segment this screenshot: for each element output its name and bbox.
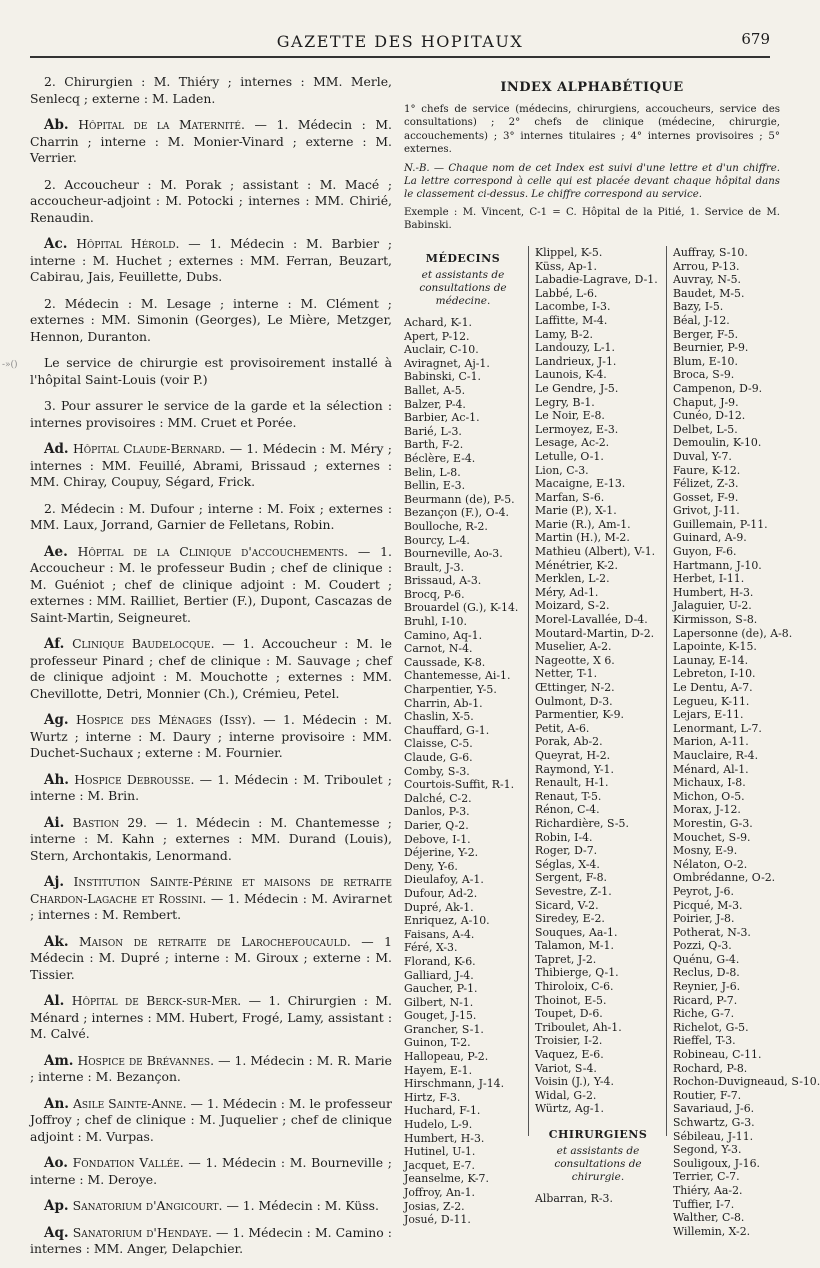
section-paragraph: 2. Accoucheur : M. Porak ; assistant : M. Macé ; accoucheur-adjoint : M. Potocki ; internes : MM. Chirié, Renaudin.: [30, 176, 392, 225]
index-entry: Parmentier, K-9.: [535, 708, 624, 722]
index-entry: Mosny, E-9.: [673, 844, 738, 858]
index-entry: Humbert, H-3.: [673, 585, 754, 599]
index-entry: Faure, K-12.: [673, 463, 741, 477]
index-entry: Faisans, A-4.: [404, 927, 475, 941]
index-entry: Talamon, M-1.: [535, 939, 614, 953]
section-code: An.: [44, 1095, 69, 1112]
section-code: Ak.: [44, 933, 69, 950]
index-entry: Hartmann, J-10.: [673, 558, 762, 572]
index-entry: Chantemesse, Ai-1.: [404, 669, 511, 683]
index-example: Exemple : M. Vincent, C-1 = C. Hôpital de la Pitié, 1. Service de M. Babinski.: [404, 206, 780, 231]
section-paragraph: 2. Médecin : M. Dufour ; interne : M. Foix ; externes : MM. Laux, Jorrand, Garnier de Felletans, Robin.: [30, 500, 392, 532]
index-entry: Galliard, J-4.: [404, 968, 474, 982]
index-entry: Gosset, F-9.: [673, 490, 739, 504]
section-13: [30, 1155, 392, 1188]
intro-paragraph: 2. Chirurgien : M. Thiéry ; internes : MM. Merle, Senlecq ; externe : M. Laden.: [30, 74, 392, 106]
index-entry: Lermoyez, E-3.: [535, 422, 619, 436]
index-entry: Savariaud, J-6.: [673, 1102, 755, 1116]
chirurgiens-subheading: et assistants de consultations de chirurgie.: [554, 1145, 642, 1183]
index-entry: Reclus, D-8.: [673, 966, 740, 980]
index-entry: Robineau, C-11.: [673, 1048, 762, 1062]
index-entry: Ricard, P-7.: [673, 993, 738, 1007]
index-entry: Jeanselme, K-7.: [404, 1172, 489, 1186]
index-entry: Hallopeau, P-2.: [404, 1050, 489, 1064]
section-text: — 1. Médecin : M. Küss.: [226, 1198, 379, 1213]
page-number: 679: [741, 30, 770, 48]
index-entry: Thoinot, E-5.: [535, 993, 607, 1007]
index-entry: Ombrédanne, O-2.: [673, 871, 776, 885]
index-entry: Dupré, Ak-1.: [404, 900, 474, 914]
index-entry: Charrin, Ab-1.: [404, 696, 483, 710]
index-entry: Barié, L-3.: [404, 424, 462, 438]
index-entry: Picqué, M-3.: [673, 898, 743, 912]
index-entry: Guinon, T-2.: [404, 1036, 471, 1050]
index-entry: Baudet, M-5.: [673, 286, 745, 300]
index-note: [404, 162, 780, 201]
index-entry: Klippel, K-5.: [535, 246, 603, 259]
index-entry: Toupet, D-6.: [535, 1007, 603, 1021]
index-entry: Segond, Y-3.: [673, 1143, 742, 1157]
index-entry: Hirschmann, J-14.: [404, 1077, 505, 1091]
index-entry: Bourcy, L-4.: [404, 533, 470, 547]
section-code: Ad.: [44, 441, 69, 457]
index-entry: Mathieu (Albert), V-1.: [535, 545, 656, 559]
index-entry: Charpentier, Y-5.: [404, 683, 497, 697]
index-entry: Labbé, L-6.: [535, 286, 598, 300]
index-entry: Michaux, I-8.: [673, 776, 746, 790]
index-entry: Le Gendre, J-5.: [535, 381, 619, 395]
index-entry: Launay, E-14.: [673, 653, 749, 667]
section-code: Ag.: [44, 712, 69, 728]
index-entry: Marfan, S-6.: [535, 490, 605, 504]
index-entry: Auvray, N-5.: [673, 273, 741, 287]
section-text: — 1. Chirurgien : M. Ménard ; internes : MM. Hubert, Frogé, Lamy, assistant : M. Calvé.: [30, 993, 392, 1041]
index-entry: Chaslin, X-5.: [404, 710, 474, 724]
index-entry: Josias, Z-2.: [404, 1199, 465, 1213]
index-column-3: [666, 246, 820, 1238]
section-code: Ai.: [44, 814, 65, 831]
index-entry: Deny, Y-6.: [404, 859, 458, 873]
index-entry: Marie (P.), X-1.: [535, 504, 617, 518]
index-entry: Beurmann (de), P-5.: [404, 492, 515, 506]
index-entry: Brissaud, A-3.: [404, 574, 482, 588]
index-entry: Moizard, S-2.: [535, 599, 610, 613]
index-entry: Robin, I-4.: [535, 830, 593, 844]
index-entry: Porak, Ab-2.: [535, 735, 603, 749]
section-text: — 1. Médecin : M. Chantemesse ; interne : M. Kahn ; externes : MM. Durand (Louis), Stern, Archontakis, Lenormand.: [30, 814, 392, 863]
index-entry: Walther, C-8.: [673, 1211, 745, 1225]
section-11: [30, 1053, 392, 1086]
index-entry: Beurnier, P-9.: [673, 341, 749, 355]
section-2: [30, 441, 392, 491]
section-code: Ab.: [44, 117, 69, 133]
index-entry: Macaigne, E-13.: [535, 477, 626, 491]
index-entry: Séglas, X-4.: [535, 857, 600, 871]
index-entry: Richardière, S-5.: [535, 816, 629, 830]
section-title: Asile Sainte-Anne.: [72, 1095, 187, 1111]
index-entry: Queyrat, H-2.: [535, 748, 611, 762]
index-entry: Auclair, C-10.: [404, 343, 479, 357]
index-entry: Jalaguier, U-2.: [673, 599, 752, 613]
section-code: Ae.: [44, 543, 68, 560]
index-entry: Poirier, J-8.: [673, 912, 735, 926]
index-entry: Variot, S-4.: [535, 1061, 597, 1075]
index-entry: Lesage, Ac-2.: [535, 436, 610, 450]
index-entry: Hirtz, F-3.: [404, 1090, 461, 1104]
index-entry: Merklen, L-2.: [535, 572, 610, 586]
section-4: [30, 636, 392, 702]
index-entry: Bellin, E-3.: [404, 479, 466, 493]
hospital-sections: [30, 117, 392, 1258]
index-entry: Berger, F-5.: [673, 327, 739, 341]
index-entry: Dalché, C-2.: [404, 791, 472, 805]
index-entry: Bourneville, Ao-3.: [404, 547, 503, 561]
index-entry: Martin (H.), M-2.: [535, 531, 630, 545]
section-title: Sanatorium d'Angicourt.: [72, 1198, 223, 1213]
index-entry: Herbet, I-11.: [673, 572, 745, 586]
index-entry: Dieulafoy, A-1.: [404, 873, 484, 887]
index-entry: Carnot, N-4.: [404, 642, 473, 656]
index-entry: Le Dentu, A-7.: [673, 681, 753, 694]
index-entry: Hudelo, L-9.: [404, 1118, 473, 1132]
index-entry: Renaut, T-5.: [535, 789, 602, 803]
section-text: — 1. Médecin : M. Barbier ; interne : M. Huchet ; externes : MM. Ferran, Beuzart, Cabirau, Jais, Feuillette, Dubs.: [30, 236, 392, 284]
section-title: Hôpital Claude-Bernard.: [72, 441, 226, 456]
section-9: [30, 934, 392, 984]
index-entry: Petit, A-6.: [535, 721, 590, 735]
index-entry: Quénu, G-4.: [673, 952, 740, 966]
index-entry: Lebreton, I-10.: [673, 667, 756, 681]
index-entry: Grancher, S-1.: [404, 1022, 484, 1036]
margin-mark: -»(): [2, 360, 18, 370]
section-14: [30, 1198, 392, 1215]
index-entry: Rénon, C-4.: [535, 803, 600, 817]
index-entry: Mauclaire, R-4.: [673, 748, 759, 762]
section-title: Institution Sainte-Périne et maisons de retraite Chardon-Lagache et Rossini.: [30, 874, 392, 906]
section-code: Ao.: [44, 1155, 68, 1171]
section-text: — 1. Accoucheur : M. le professeur Pinard ; chef de clinique : M. Sauvage ; chef de clinique adjoint : M. Mouchotte ; externes : MM. Chevillotte, Detri, Monnier (Ch.), Crémieu, Petel.: [30, 636, 392, 701]
index-entry: Souligoux, J-16.: [673, 1156, 760, 1170]
section-text: — 1. Médecin : M. le professeur Joffroy ; chef de clinique : M. Juquelier ; chef de clinique adjoint : M. Vurpas.: [30, 1095, 392, 1144]
index-entry: Muselier, A-2.: [535, 640, 612, 654]
section-code: Ac.: [44, 236, 68, 252]
index-entry: Chauffard, G-1.: [404, 723, 490, 737]
section-text: — 1 Médecin : M. Dupré ; interne : M. Giroux ; externe : M. Tissier.: [30, 933, 392, 982]
section-text: — 1. Médecin : M. Méry ; internes : MM. Feuillé, Abrami, Brissaud ; externes : MM. Chiray, Coupuy, Ségard, Frick.: [30, 441, 392, 489]
index-entry: Ménard, Al-1.: [673, 762, 749, 776]
index-entry: Voisin (J.), Y-4.: [535, 1075, 614, 1089]
index-entry: Blum, E-10.: [673, 354, 738, 368]
index-entry: Nélaton, O-2.: [673, 857, 748, 871]
section-code: Af.: [44, 636, 65, 652]
index-entry: Demoulin, K-10.: [673, 436, 762, 450]
index-entry: Laffitte, M-4.: [535, 313, 608, 327]
col2-entries: [535, 246, 661, 1116]
index-entry: Bruhl, I-10.: [404, 615, 467, 629]
col1-entries: [404, 316, 522, 1227]
index-entry: Œttinger, N-2.: [535, 681, 615, 694]
section-3: [30, 544, 392, 627]
section-title: Hospice des Ménages (Issy).: [76, 712, 256, 727]
index-entry: Dufour, Ad-2.: [404, 886, 478, 900]
index-entry: Renault, H-1.: [535, 776, 609, 790]
index-entry: Campenon, D-9.: [673, 381, 763, 395]
index-entry: Bezançon (F.), O-4.: [404, 506, 509, 520]
section-text: — 1. Médecin : M. R. Marie ; interne : M. Bezançon.: [30, 1052, 392, 1084]
section-code: Ap.: [44, 1198, 69, 1214]
index-entry: Guyon, F-6.: [673, 545, 737, 559]
index-entry: Landrieux, J-1.: [535, 354, 617, 368]
index-entry: Guinard, A-9.: [673, 531, 747, 545]
index-entry: Vaquez, E-6.: [535, 1048, 604, 1062]
medecins-subheading: et assistants de consultations de médecine.: [419, 269, 507, 307]
index-entry: Barbier, Ac-1.: [404, 411, 480, 425]
index-entry: Lejars, E-11.: [673, 708, 744, 722]
index-entry: Auffray, S-10.: [673, 246, 748, 259]
index-entry: Achard, K-1.: [404, 316, 472, 329]
section-title: Sanatorium d'Hendaye.: [72, 1224, 212, 1240]
index-entry: Brouardel (G.), K-14.: [404, 601, 519, 615]
index-entry: Déjerine, Y-2.: [404, 846, 479, 860]
index-entry: Kirmisson, S-8.: [673, 613, 758, 627]
index-entry: Chaput, J-9.: [673, 395, 739, 409]
section-paragraph: Le service de chirurgie est provisoirement installé à l'hôpital Saint-Louis (voir P.): [30, 355, 392, 387]
index-entry: Lapointe, K-15.: [673, 640, 757, 654]
index-entry: Le Noir, E-8.: [535, 409, 605, 423]
index-entry: Méry, Ad-1.: [535, 585, 599, 599]
section-5: [30, 712, 392, 762]
index-entry: Danlos, P-3.: [404, 805, 470, 819]
left-column: [30, 74, 392, 1268]
index-entry: Lamy, B-2.: [535, 327, 593, 341]
index-entry: Aviragnet, Aj-1.: [404, 356, 490, 370]
index-entry: Courtois-Suffit, R-1.: [404, 778, 515, 792]
section-title: Hôpital de la Clinique d'accouchements.: [77, 543, 349, 559]
index-entry: Huchard, F-1.: [404, 1104, 481, 1118]
index-entry: Michon, O-5.: [673, 789, 745, 803]
index-entry: Féré, X-3.: [404, 941, 458, 955]
index-entry: Thiéry, Aa-2.: [673, 1183, 743, 1197]
index-note-text: N.-B. — Chaque nom de cet Index est suivi d'une lettre et d'un chiffre. La lettre correspond à celle qui est placée devant chaque hôpital dans le classement ci-dessus. Le chiffre correspond au service.: [404, 162, 780, 200]
section-title: Fondation Vallée.: [72, 1155, 184, 1170]
index-entry: Letulle, O-1.: [535, 449, 604, 463]
index-entry: Riche, G-7.: [673, 1007, 735, 1021]
index-entry: Lacombe, I-3.: [535, 300, 611, 314]
section-title: Hôpital de Berck-sur-Mer.: [71, 993, 242, 1008]
section-title: Bastion 29.: [72, 814, 147, 830]
index-entry: Enriquez, A-10.: [404, 914, 490, 928]
index-entry: Widal, G-2.: [535, 1088, 597, 1102]
section-12: [30, 1096, 392, 1146]
index-entry: Triboulet, Ah-1.: [535, 1020, 622, 1034]
section-title: Maison de retraite de Larochefoucauld.: [78, 933, 351, 949]
index-entry: Brocq, P-6.: [404, 587, 465, 601]
index-title: INDEX ALPHABÉTIQUE: [500, 80, 684, 95]
index-entry: Moutard-Martin, D-2.: [535, 626, 655, 640]
section-code: Am.: [44, 1052, 74, 1069]
index-entry: Debove, I-1.: [404, 832, 471, 846]
index-entry: Guillemain, P-11.: [673, 517, 768, 531]
index-entry: Lapersonne (de), A-8.: [673, 626, 793, 640]
section-title: Hôpital de la Maternité.: [78, 117, 245, 132]
section-0: [30, 117, 392, 167]
section-paragraph: 3. Pour assurer le service de la garde et la sélection : internes provisoires : MM. Cruet et Porée.: [30, 398, 392, 430]
index-entry: Gaucher, P-1.: [404, 982, 478, 996]
index-entry: Joffroy, An-1.: [404, 1186, 476, 1199]
index-column-2: [528, 246, 661, 1205]
section-paragraph: 2. Médecin : M. Lesage ; interne : M. Clément ; externes : MM. Simonin (Georges), Le Mière, Metzger, Hennon, Duranton.: [30, 295, 392, 344]
index-entry: Ménétrier, K-2.: [535, 558, 618, 572]
index-entry: Marie (R.), Am-1.: [535, 517, 631, 531]
index-entry: Launois, K-4.: [535, 368, 607, 382]
col3-entries: [673, 246, 820, 1238]
section-title: Hôpital Hérold.: [76, 236, 180, 251]
index-entry: Jacquet, E-7.: [404, 1158, 475, 1172]
index-entry: Albarran, R-3.: [535, 1192, 613, 1205]
index-entry: Belin, L-8.: [404, 465, 461, 479]
index-entry: Claude, G-6.: [404, 751, 473, 764]
running-head: GAZETTE DES HOPITAUX: [276, 32, 524, 51]
index-entry: Broca, S-9.: [673, 368, 735, 382]
medecins-heading: MÉDECINS: [425, 252, 501, 265]
index-entry: Lenormant, L-7.: [673, 721, 762, 735]
section-1: [30, 236, 392, 286]
section-code: Al.: [44, 993, 65, 1009]
section-text: — 1. Médecin : M. Wurtz ; interne : M. Daury ; interne provisoire : MM. Duchet-Suchaux ; externe : M. Fournier.: [30, 712, 392, 760]
index-entry: Willemin, X-2.: [673, 1224, 751, 1238]
index-entry: Thiroloix, C-6.: [535, 980, 614, 994]
index-entry: Potherat, N-3.: [673, 925, 751, 939]
index-entry: Marion, A-11.: [673, 735, 749, 749]
index-entry: Richelot, G-5.: [673, 1020, 749, 1034]
index-entry: Balzer, P-4.: [404, 397, 466, 411]
index-entry: Rochon-Duvigneaud, S-10.: [673, 1075, 820, 1089]
index-entry: Sicard, V-2.: [535, 898, 599, 912]
header-rule: [30, 56, 770, 58]
index-entry: Béclère, E-4.: [404, 451, 476, 465]
index-entry: Boulloche, R-2.: [404, 519, 488, 533]
index-entry: Florand, K-6.: [404, 954, 476, 968]
index-entry: Peyrot, J-6.: [673, 884, 734, 898]
index-entry: Labadie-Lagrave, D-1.: [535, 273, 658, 287]
index-entry: Schwartz, G-3.: [673, 1116, 755, 1129]
index-entry: Thibierge, Q-1.: [535, 966, 619, 980]
index-entry: Morestin, G-3.: [673, 816, 753, 830]
index-entry: Legueu, K-11.: [673, 694, 750, 708]
index-entry: Barth, F-2.: [404, 438, 464, 452]
index-entry: Gouget, J-15.: [404, 1009, 477, 1023]
section-title: Hospice Debrousse.: [74, 771, 195, 787]
index-entry: Caussade, K-8.: [404, 655, 486, 669]
section-code: Ah.: [44, 771, 69, 788]
index-entry: Nageotte, X 6.: [535, 653, 615, 667]
index-entry: Brault, J-3.: [404, 560, 464, 574]
index-entry: Landouzy, L-1.: [535, 341, 615, 355]
index-entry: Küss, Ap-1.: [535, 259, 597, 273]
section-text: — 1. Médecin : M. Avirагnet ; internes : M. Rembert.: [30, 890, 392, 922]
section-title: Hospice de Brévannes.: [77, 1052, 215, 1068]
index-entry: Roger, D-7.: [535, 844, 598, 858]
index-entry: Claisse, C-5.: [404, 737, 473, 751]
index-entry: Hutinel, U-1.: [404, 1145, 476, 1159]
index-entry: Raymond, Y-1.: [535, 762, 614, 776]
index-entry: Ballet, A-5.: [404, 383, 466, 397]
index-entry: Tuffier, I-7.: [673, 1197, 735, 1211]
index-entry: Rieffel, T-3.: [673, 1034, 736, 1048]
index-entry: Souques, Aa-1.: [535, 925, 618, 939]
index-entry: Duval, Y-7.: [673, 449, 732, 463]
col2-chirurgiens-entries: [535, 1192, 661, 1206]
chirurgiens-heading: CHIRURGIENS: [548, 1128, 648, 1141]
index-entry: Oulmont, D-3.: [535, 694, 613, 708]
section-15: [30, 1225, 392, 1258]
index-entry: Netter, T-1.: [535, 667, 598, 681]
index-entry: Rochard, P-8.: [673, 1061, 748, 1075]
index-entry: Tapret, J-2.: [535, 952, 597, 966]
index-entry: Mouchet, S-9.: [673, 830, 751, 844]
index-entry: Grivot, J-11.: [673, 504, 740, 518]
section-text: — 1. Médecin : M. Charrin ; interne : M. Monier-Vinard ; externe : M. Verrier.: [30, 117, 392, 165]
section-text: — 1. Médecin : M. Camino : internes : MM. Anger, Delapchier.: [30, 1224, 392, 1256]
index-entry: Bazy, I-5.: [673, 300, 724, 314]
index-entry: Troisier, I-2.: [535, 1034, 603, 1048]
index-entry: Félizet, Z-3.: [673, 477, 739, 491]
index-entry: Cunéo, D-12.: [673, 409, 746, 423]
section-code: Aq.: [44, 1224, 69, 1241]
section-8: [30, 874, 392, 924]
section-7: [30, 815, 392, 865]
index-entry: Routier, F-7.: [673, 1088, 742, 1102]
index-entry: Terrier, C-7.: [673, 1170, 740, 1184]
index-column-1: [404, 246, 522, 1227]
index-entry: Gilbert, N-1.: [404, 995, 474, 1009]
index-intro: 1° chefs de service (médecins, chirurgiens, accoucheurs, service des consultations) ; 2° chefs de clinique (médecine, chirurgie, accouchements) ; 3° internes titulaires ; 4° internes provisoires ; 5° externes.: [404, 104, 780, 156]
index-entry: Würtz, Ag-1.: [535, 1102, 604, 1116]
index-entry: Sevestre, Z-1.: [535, 884, 612, 898]
index-entry: Humbert, H-3.: [404, 1131, 485, 1145]
index-entry: Reynier, J-6.: [673, 980, 741, 994]
index-entry: Apert, P-12.: [404, 329, 470, 343]
index-entry: Morax, J-12.: [673, 803, 741, 817]
section-6: [30, 772, 392, 805]
index-entry: Darier, Q-2.: [404, 818, 469, 832]
index-entry: Pozzi, Q-3.: [673, 939, 732, 953]
section-text: — 1. Médecin : M. Bourneville ; interne : M. Deroye.: [30, 1155, 392, 1187]
index-entry: Comby, S-3.: [404, 764, 470, 778]
index-entry: Sergent, F-8.: [535, 871, 607, 885]
index-entry: Hayem, E-1.: [404, 1063, 473, 1077]
index-entry: Arrou, P-13.: [673, 259, 740, 273]
section-text: — 1. Accoucheur : M. le professeur Budin ; chef de clinique : M. Guéniot ; chef de clinique adjoint : M. Coudert ; externes : MM. Railliet, Bertier (F.), Dupont, Cascazas de Saint-Martin, Seigneuret.: [30, 543, 392, 625]
index-entry: Camino, Aq-1.: [404, 628, 483, 642]
index-entry: Siredey, E-2.: [535, 912, 605, 926]
index-header: [404, 80, 780, 232]
index-entry: Lion, C-3.: [535, 463, 589, 477]
index-entry: Josué, D-11.: [404, 1213, 471, 1227]
index-entry: Béal, J-12.: [673, 313, 730, 327]
index-entry: Delbet, L-5.: [673, 422, 738, 436]
index-columns: [404, 246, 820, 1238]
index-entry: Sébileau, J-11.: [673, 1129, 754, 1143]
section-10: [30, 993, 392, 1043]
section-text: — 1. Médecin : M. Triboulet ; interne : M. Brin.: [30, 771, 392, 803]
index-entry: Legry, B-1.: [535, 395, 595, 409]
section-title: Clinique Baudelocque.: [72, 636, 215, 651]
index-entry: Babinski, C-1.: [404, 370, 481, 384]
section-code: Aj.: [44, 874, 65, 890]
index-entry: Morel-Lavallée, D-4.: [535, 613, 648, 627]
